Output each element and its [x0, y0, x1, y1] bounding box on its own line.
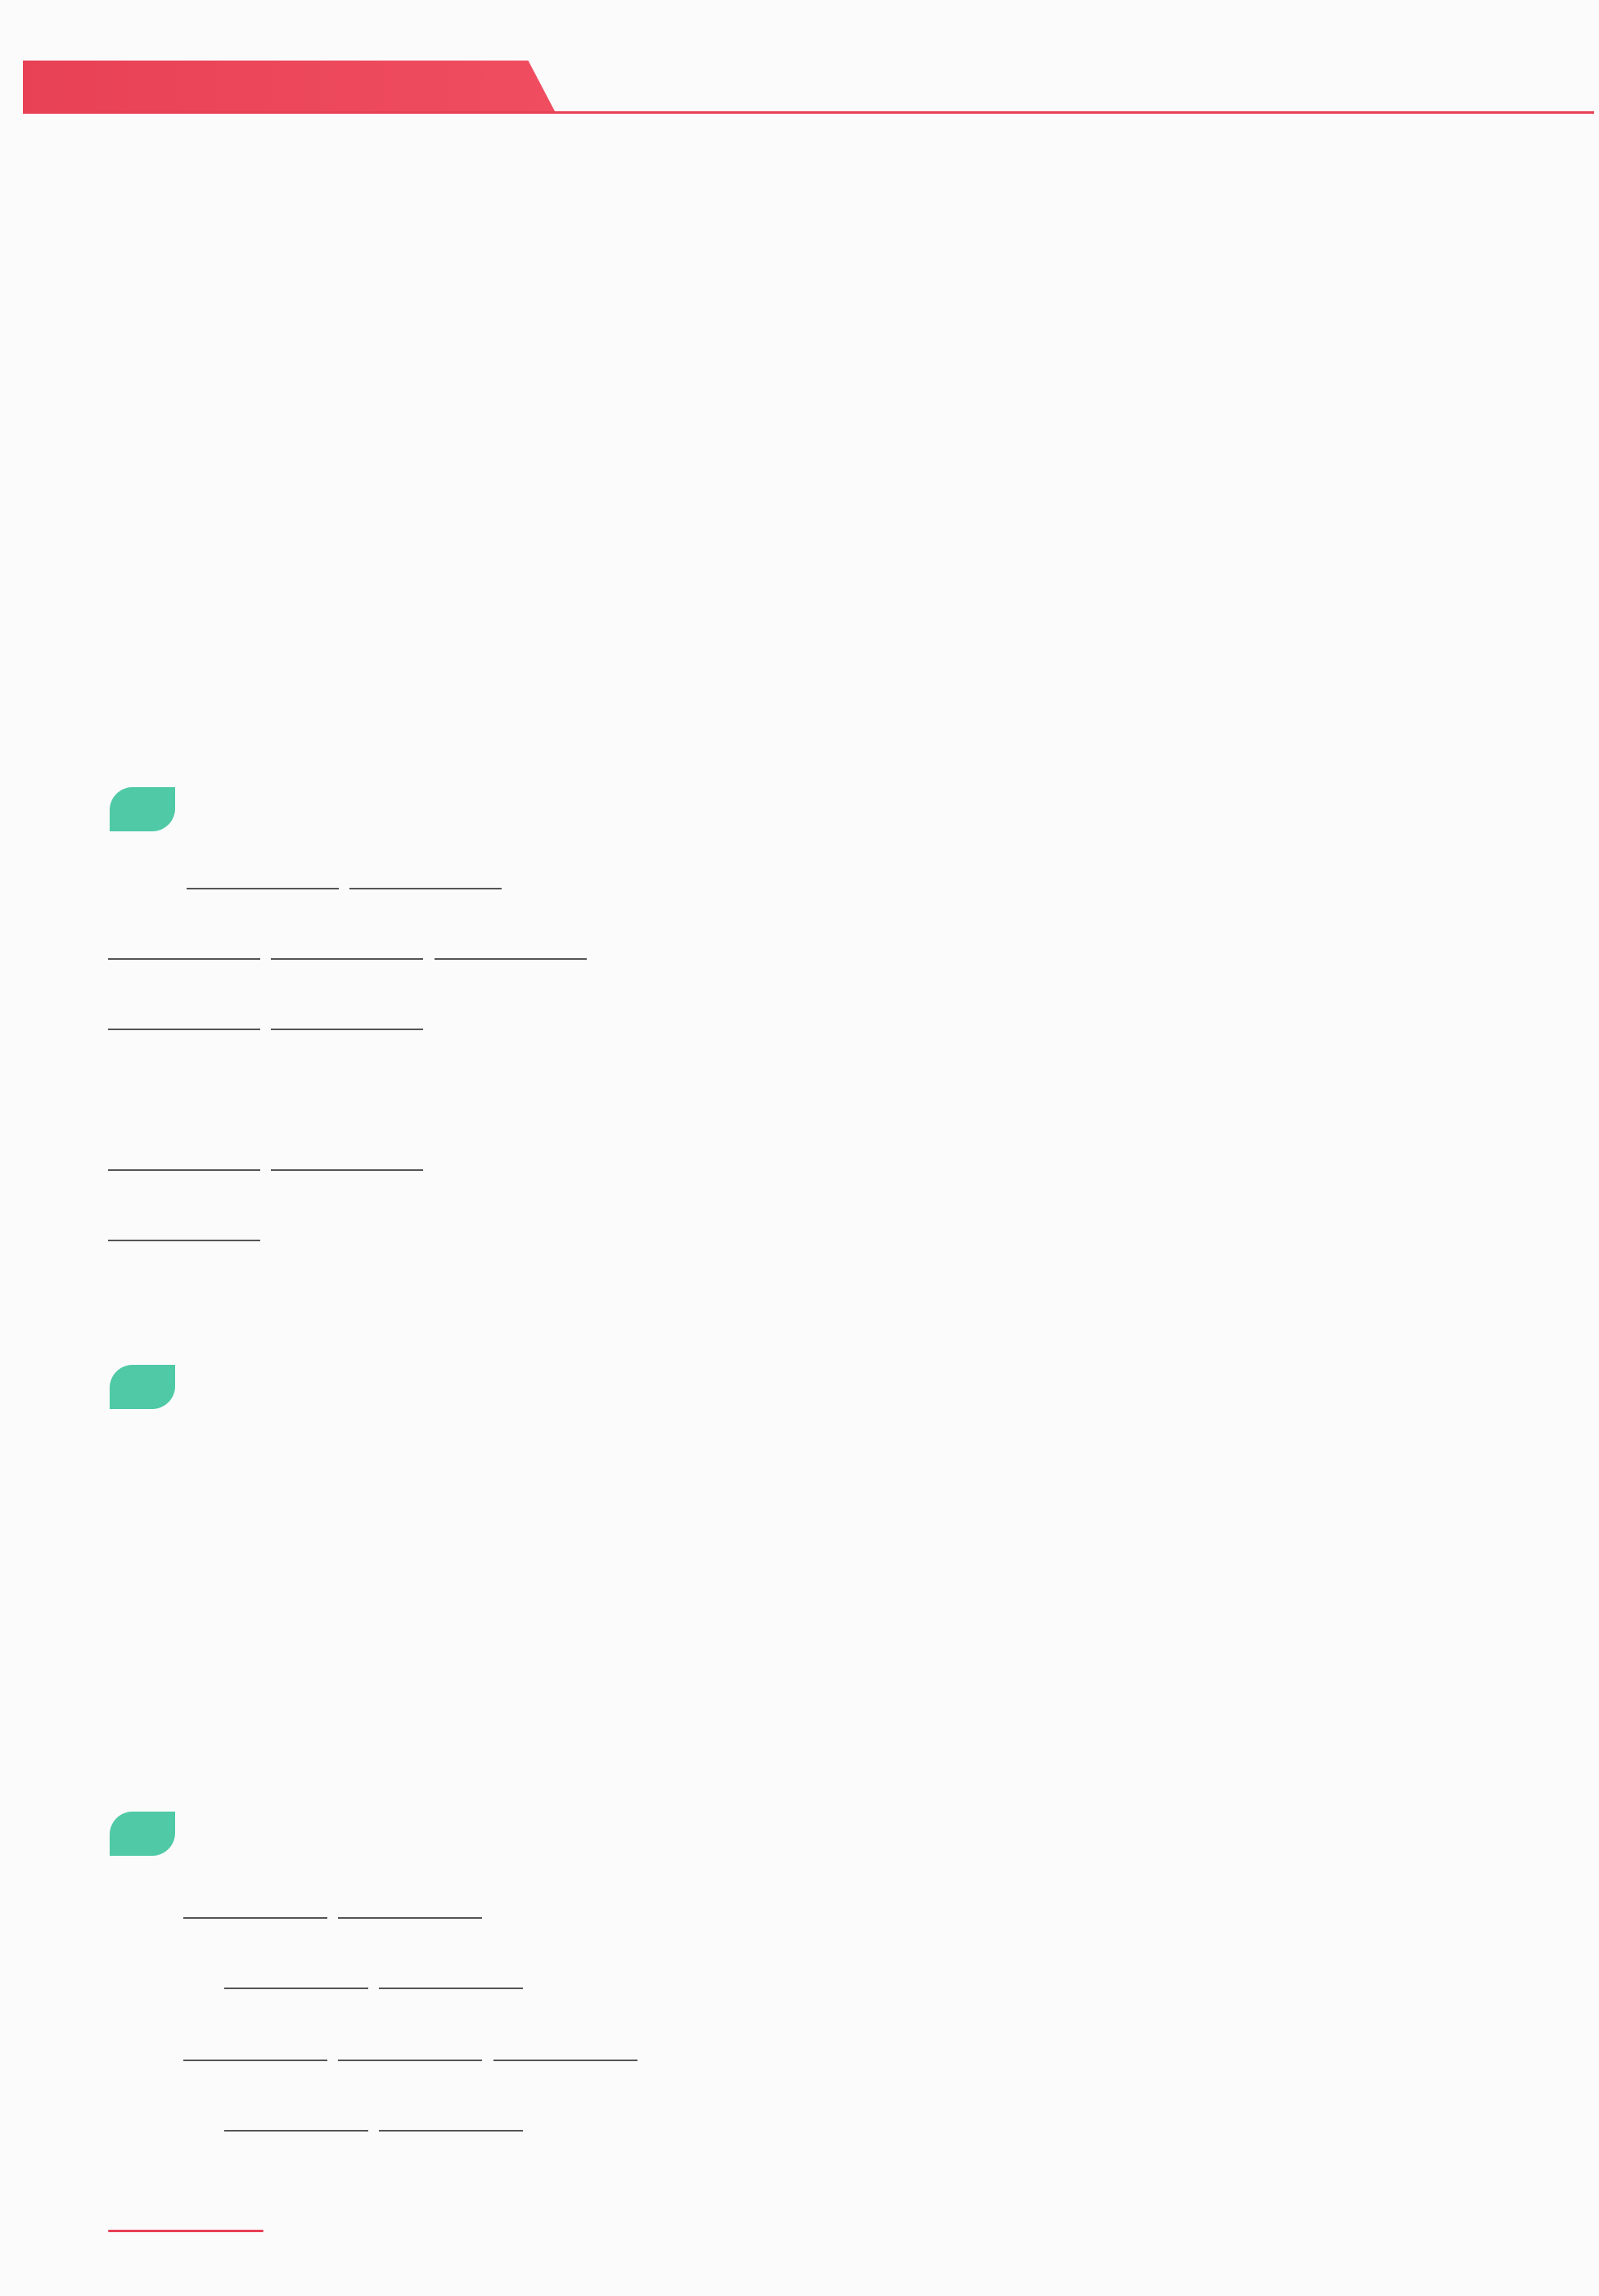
blank-6[interactable]	[108, 1029, 260, 1030]
blank-my[interactable]	[224, 1988, 368, 1989]
header-divider	[23, 111, 1594, 114]
passage-line-5	[108, 1139, 423, 1179]
blank-3[interactable]	[108, 958, 260, 960]
blank-sweaters[interactable]	[338, 1917, 482, 1919]
page-number-underline	[108, 2230, 263, 2232]
passage-line-1	[187, 858, 502, 898]
q7-2-line-2	[224, 2100, 523, 2140]
blank-4[interactable]	[271, 958, 423, 960]
passage-line-2	[108, 928, 587, 968]
q7-1-line-1	[183, 1887, 482, 1927]
blank-long[interactable]	[379, 2130, 523, 2132]
q7-1-line-2	[224, 1957, 523, 1997]
blank-trousers[interactable]	[493, 2060, 637, 2061]
blank-whose[interactable]	[183, 1917, 327, 1919]
blank-cousins[interactable]	[379, 1988, 523, 1989]
blank-5[interactable]	[435, 958, 587, 960]
blank-10[interactable]	[108, 1240, 260, 1241]
blank-8[interactable]	[108, 1169, 260, 1171]
blank-1[interactable]	[187, 888, 339, 889]
passage-line-6	[108, 1209, 260, 1249]
blank-2[interactable]	[349, 888, 502, 889]
q7-2-line-1	[183, 2029, 637, 2069]
section-5-tag	[110, 787, 175, 831]
header-band	[23, 61, 555, 111]
blank-7[interactable]	[271, 1029, 423, 1030]
section-6-tag	[110, 1365, 175, 1409]
passage-line-3	[108, 998, 423, 1038]
blank-9[interactable]	[271, 1169, 423, 1171]
blank-fathers[interactable]	[338, 2060, 482, 2061]
section-7-tag	[110, 1812, 175, 1856]
blank-too[interactable]	[224, 2130, 368, 2132]
blank-your[interactable]	[183, 2060, 327, 2061]
